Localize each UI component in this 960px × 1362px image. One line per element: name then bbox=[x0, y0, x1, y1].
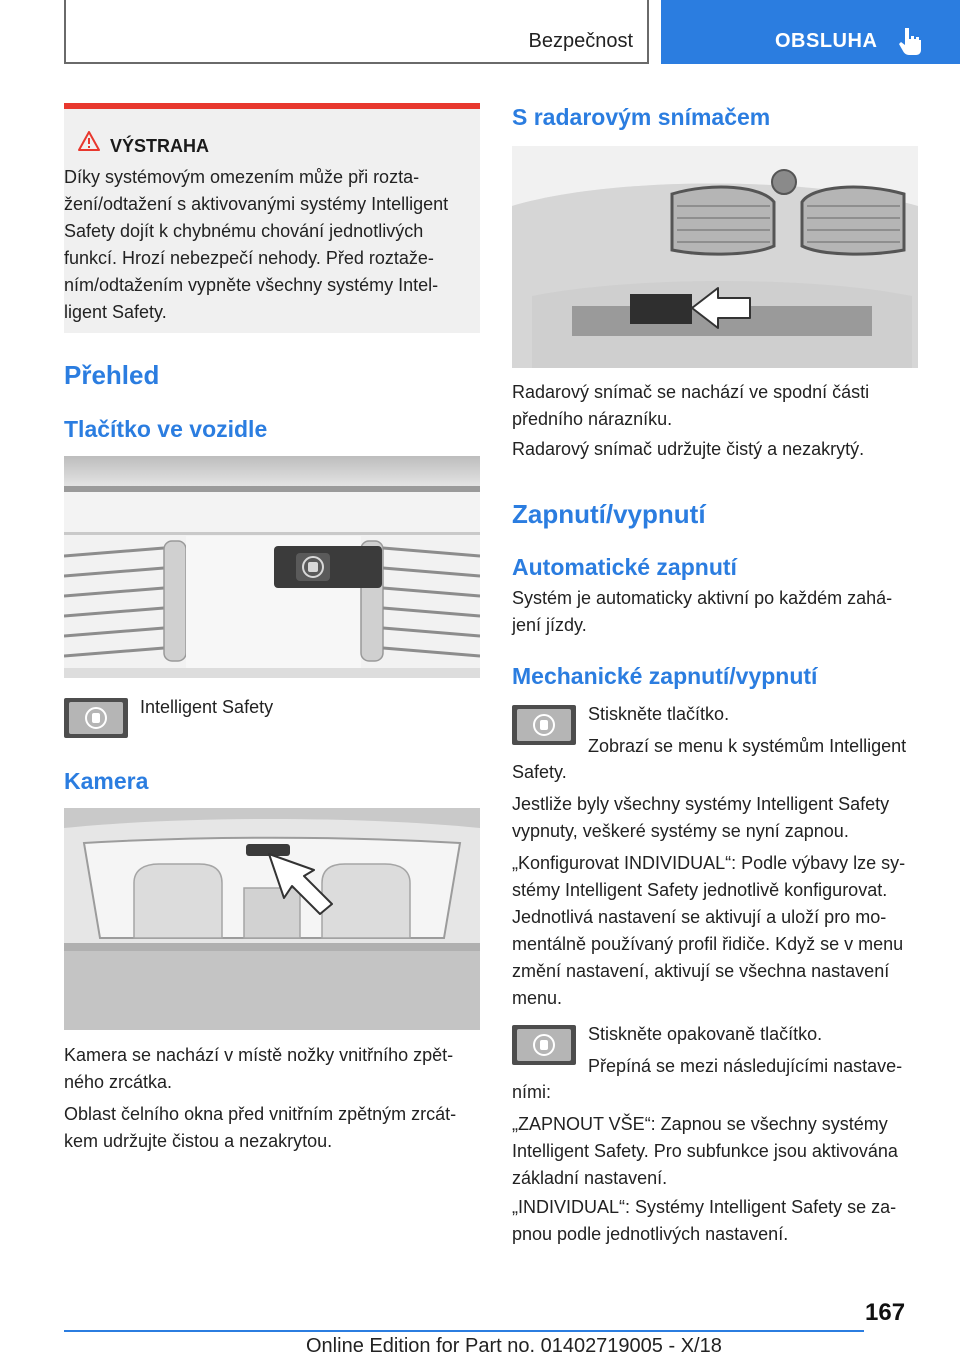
header-section-title: Bezpečnost bbox=[528, 30, 633, 52]
text-line: „INDIVIDUAL“: Systémy Intelligent Safety se za- bbox=[512, 1197, 897, 1217]
text-line: menu. bbox=[512, 988, 563, 1008]
button-label: Intelligent Safety bbox=[140, 697, 274, 717]
header-chapter-box bbox=[661, 0, 960, 64]
warning-box bbox=[64, 103, 480, 333]
text-line: Kamera se nachází v místě nožky vnitřního zpět- bbox=[64, 1045, 454, 1065]
camera-paragraph-1 bbox=[64, 1042, 453, 1096]
text-line: Intelligent Safety. Pro subfunkce jsou aktivována bbox=[512, 1141, 898, 1161]
auto-paragraph bbox=[512, 585, 892, 639]
warning-text bbox=[64, 164, 474, 326]
configure-paragraph bbox=[512, 850, 905, 1012]
text-line: ného zrcátka. bbox=[64, 1072, 173, 1092]
intelligent-safety-button-icon bbox=[512, 705, 576, 745]
all-on-paragraph bbox=[512, 1111, 898, 1192]
overview-heading: Přehled bbox=[64, 360, 160, 390]
warning-line: ním/odtažením vypněte všechny systémy Intel- bbox=[64, 275, 439, 295]
button-heading: Tlačítko ve vozidle bbox=[64, 416, 268, 442]
step2-result-cont: ními: bbox=[512, 1082, 552, 1102]
manual-heading: Mechanické zapnutí/vypnutí bbox=[512, 663, 818, 689]
text-line: Systém je automaticky aktivní po každém zahá- bbox=[512, 588, 893, 608]
text-line: „ZAPNOUT VŠE“: Zapnou se všechny systémy bbox=[512, 1114, 888, 1134]
onoff-heading: Zapnutí/vypnutí bbox=[512, 499, 706, 529]
all-off-paragraph bbox=[512, 791, 889, 845]
page-number: 167 bbox=[865, 1299, 906, 1326]
text-line: Jednotlivá nastavení se aktivují a uloží pro mo- bbox=[512, 907, 887, 927]
hand-pointing-icon bbox=[897, 26, 923, 56]
radar-paragraph-2: Radarový snímač udržujte čistý a nezakrytý. bbox=[512, 439, 865, 459]
warning-line: žení/odtažení s aktivovanými systémy Intelligent bbox=[64, 194, 449, 214]
step2-instruction: Stiskněte opakovaně tlačítko. bbox=[588, 1024, 823, 1044]
header-section-box bbox=[64, 0, 649, 64]
text-line: pnou podle jednotlivých nastavení. bbox=[512, 1224, 789, 1244]
warning-title: VÝSTRAHA bbox=[110, 136, 210, 156]
text-line: Oblast čelního okna před vnitřním zpětným zrcát- bbox=[64, 1104, 457, 1124]
text-line: vypnuty, veškeré systémy se nyní zapnou. bbox=[512, 821, 849, 841]
text-line: stémy Intelligent Safety jednotlivě konfigurovat. bbox=[512, 880, 888, 900]
text-line: kem udržujte čistou a nezakrytou. bbox=[64, 1131, 333, 1151]
text-line: „Konfigurovat INDIVIDUAL“: Podle výbavy lze sy- bbox=[512, 853, 906, 873]
intelligent-safety-button-icon bbox=[512, 1025, 576, 1065]
camera-heading: Kamera bbox=[64, 768, 149, 794]
text-line: jení jízdy. bbox=[512, 615, 587, 635]
warning-line: ligent Safety. bbox=[64, 302, 167, 322]
step1-instruction: Stiskněte tlačítko. bbox=[588, 704, 730, 724]
text-line: Radarový snímač se nachází ve spodní části bbox=[512, 382, 870, 402]
warning-line: Díky systémovým omezením může při rozta- bbox=[64, 167, 420, 187]
camera-paragraph-2 bbox=[64, 1101, 456, 1155]
footer-edition: Online Edition for Part no. 01402719005 - X/18 bbox=[306, 1335, 722, 1357]
warning-line: funkcí. Hrozí nebezpečí nehody. Před roztaže- bbox=[64, 248, 434, 268]
footer-divider bbox=[64, 1330, 864, 1332]
warning-triangle-icon bbox=[78, 131, 100, 151]
radar-sensor-image bbox=[512, 146, 918, 368]
radar-paragraph-1 bbox=[512, 379, 869, 433]
text-line: mentálně používaný profil řidiče. Když se v menu bbox=[512, 934, 904, 954]
text-line: Jestliže byly všechny systémy Intelligent Safety bbox=[512, 794, 890, 814]
dashboard-button-image bbox=[64, 456, 480, 678]
step1-result-cont: Safety. bbox=[512, 762, 567, 782]
step2-result: Přepíná se mezi následujícími nastave- bbox=[588, 1056, 903, 1076]
header-chapter-title: OBSLUHA bbox=[775, 30, 878, 52]
intelligent-safety-button-icon bbox=[64, 698, 128, 738]
auto-heading: Automatické zapnutí bbox=[512, 554, 737, 580]
text-line: předního nárazníku. bbox=[512, 409, 673, 429]
text-line: základní nastavení. bbox=[512, 1168, 668, 1188]
step1-result: Zobrazí se menu k systémům Intelligent bbox=[588, 736, 907, 756]
radar-heading: S radarovým snímačem bbox=[512, 104, 771, 130]
text-line: změní nastavení, aktivují se všechna nastavení bbox=[512, 961, 890, 981]
individual-paragraph bbox=[512, 1194, 896, 1248]
camera-location-image bbox=[64, 808, 480, 1030]
warning-line: Safety dojít k chybnému chování jednotlivých bbox=[64, 221, 424, 241]
